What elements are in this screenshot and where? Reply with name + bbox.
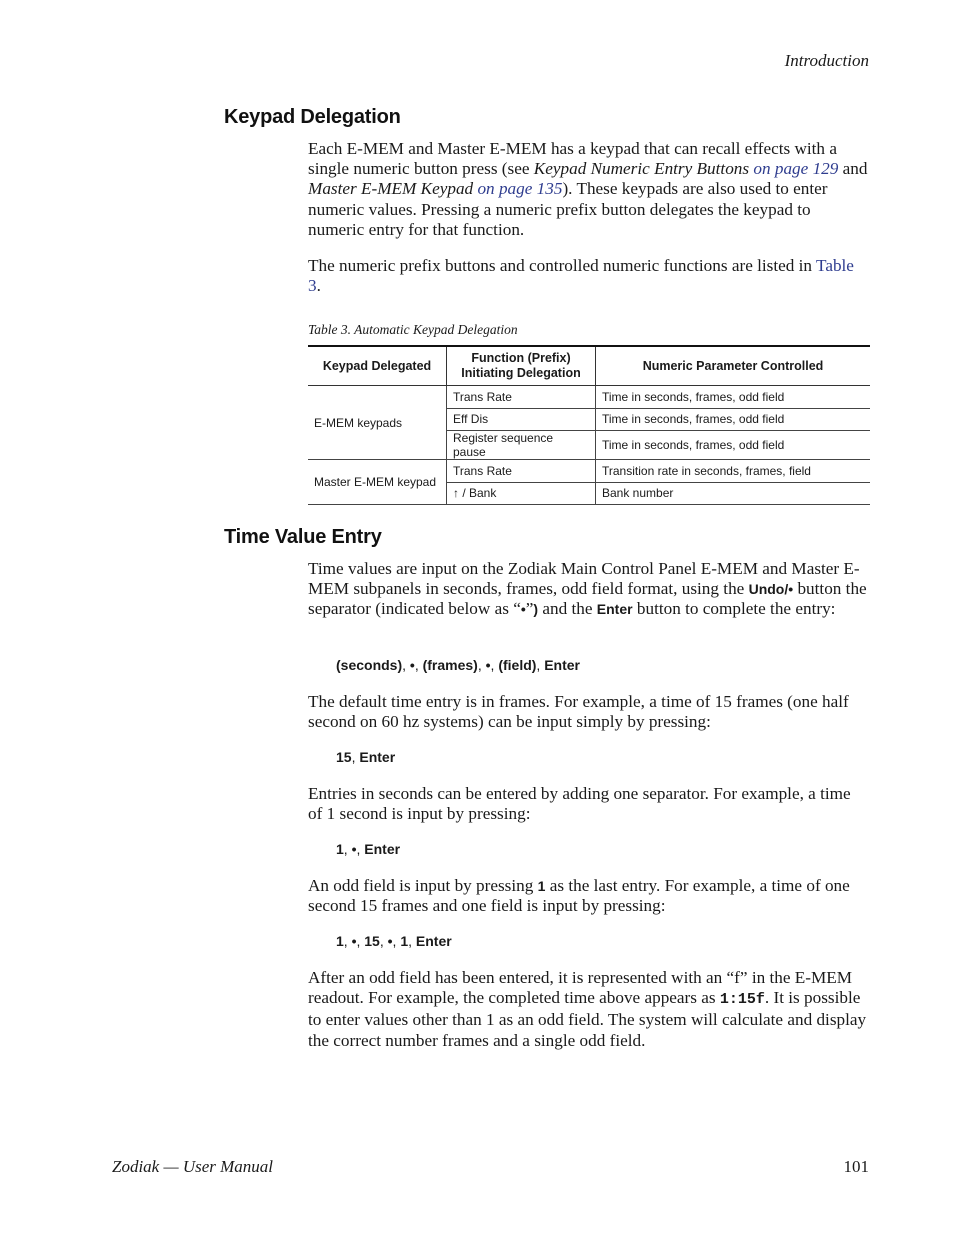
table-cell: Time in seconds, frames, odd field [596,386,871,409]
keypad-paragraph-1: Each E-MEM and Master E-MEM has a keypad that can recall effects with a single numeric button press (see Keypad Numeric Entry Buttons on page 129 and Master E-MEM Keypad on page 135). These keypads are also used to enter numeric values. Pressing a numeric prefix button delegates the keypad to numeric entry for that function. [308,139,868,239]
table-cell: Transition rate in seconds, frames, field [596,460,871,483]
time-paragraph-2: The default time entry is in frames. For example, a time of 15 frames (one half second on 60 hz systems) can be input simply by pressing: [308,692,849,732]
running-header: Introduction [784,51,869,70]
key-one-name: 1 [537,878,546,894]
readout-code: 1:15f [719,991,765,1009]
xref-page-129[interactable]: on page 129 [753,159,839,179]
table-cell: ↑ / Bank [447,482,596,505]
col-header-keypad: Keypad Delegated [308,346,447,386]
keypad-paragraph-2: The numeric prefix buttons and controlled numeric functions are listed in Table 3. [308,256,854,296]
row-group-label: Master E-MEM keypad [308,460,447,505]
time-paragraph-4: An odd field is input by pressing 1 as the last entry. For example, a time of one second 15 frames and one field is input by pressing: [308,876,850,916]
table-cell: Trans Rate [447,386,596,409]
xref-page-135[interactable]: on page 135 [477,179,563,199]
xref-master-emem-keypad[interactable]: Master E-MEM Keypad [308,179,474,199]
table-caption: Table 3. Automatic Keypad Delegation [308,322,518,337]
key-sequence-format: (seconds), •, (frames), •, (field), Enter [336,657,580,673]
page-number: 101 [843,1157,869,1176]
enter-button-name: Enter [596,601,633,618]
key-sequence-frames: 15, Enter [336,749,396,765]
table-cell: Eff Dis [447,408,596,431]
xref-table-3[interactable]: Table 3 [308,256,854,296]
table-cell: Time in seconds, frames, odd field [596,408,871,431]
col-header-function: Function (Prefix) Initiating Delegation [447,346,596,386]
row-group-label: E-MEM keypads [308,386,447,460]
time-paragraph-1: Time values are input on the Zodiak Main Control Panel E-MEM and Master E-MEM subpanels in seconds, frames, odd field format, using the Undo/• button the separator (indicated below as “•”) and the Enter button to complete the entry: [308,559,867,619]
table-row [308,460,870,483]
table-row [308,386,870,409]
keypad-delegation-table [308,345,870,505]
time-paragraph-3: Entries in seconds can be entered by adding one separator. For example, a time of 1 second is input by pressing: [308,784,851,824]
section-heading-time-value-entry: Time Value Entry [224,526,382,548]
table-cell: Trans Rate [447,460,596,483]
key-sequence-seconds: 1, •, Enter [336,841,401,857]
footer-title: Zodiak — User Manual [112,1157,274,1176]
table-cell: Register sequence pause [447,431,596,460]
section-heading-keypad-delegation: Keypad Delegation [224,106,401,128]
table-cell: Time in seconds, frames, odd field [596,431,871,460]
key-sequence-odd-field: 1, •, 15, •, 1, Enter [336,933,452,949]
col-header-parameter: Numeric Parameter Controlled [596,346,871,386]
xref-keypad-numeric-entry[interactable]: Keypad Numeric Entry Buttons [533,159,750,179]
time-paragraph-5: After an odd field has been entered, it is represented with an “f” in the E-MEM readout. For example, the completed time above appears as 1:15f. It is possible to enter values other than 1 as an odd field. The system will calculate and display the correct number frames and a single odd field. [308,968,867,1050]
table-cell: Bank number [596,482,871,505]
undo-button-name: Undo/• [748,581,794,598]
